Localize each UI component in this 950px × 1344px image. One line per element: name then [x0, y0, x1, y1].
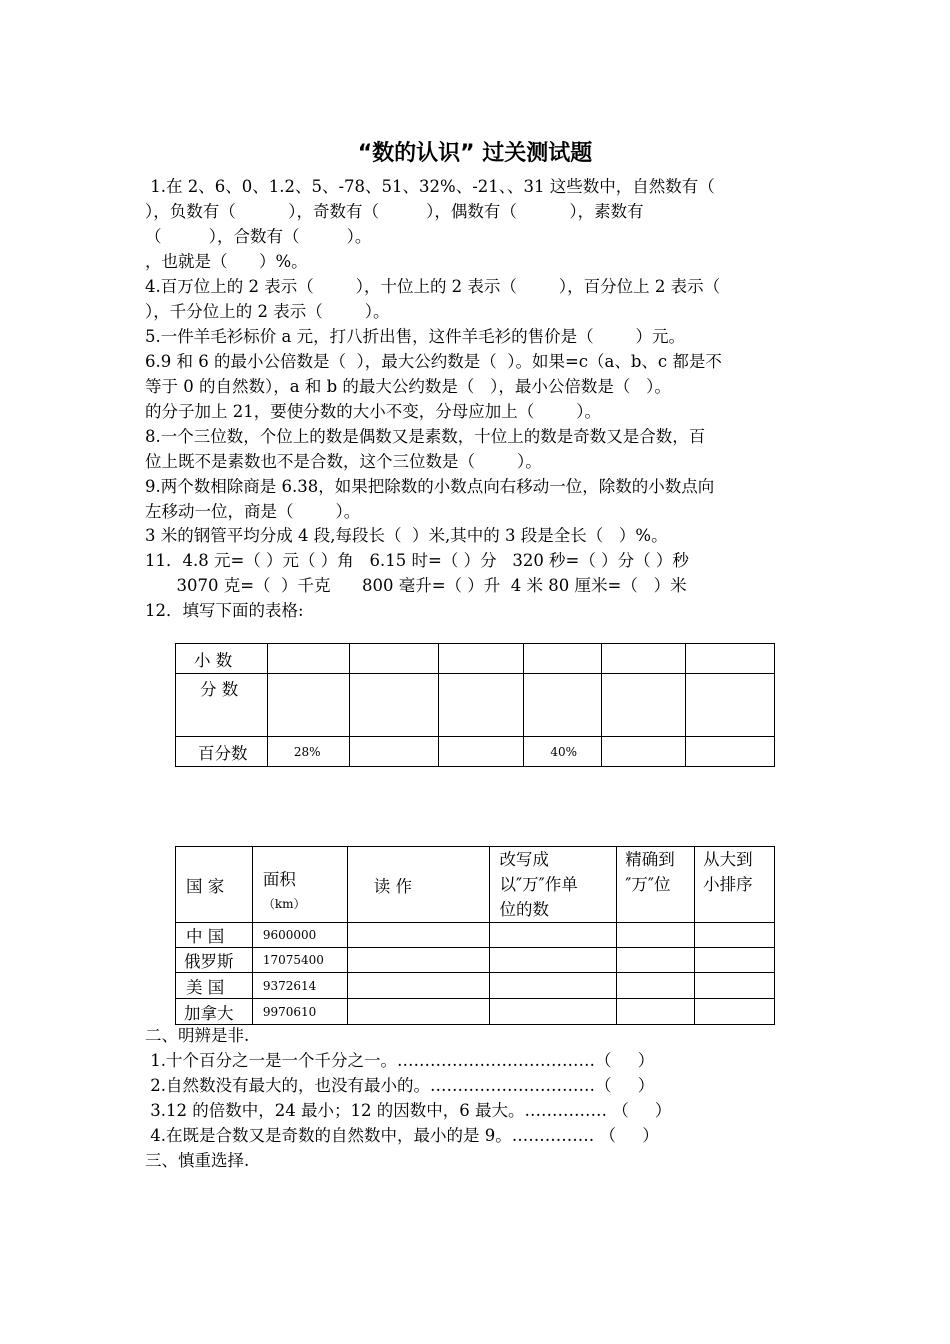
header-rewrite-line: 位的数 [499, 900, 549, 919]
answer-cell[interactable] [686, 737, 775, 767]
answer-cell[interactable] [602, 674, 686, 737]
number-forms-table [175, 643, 775, 767]
answer-cell[interactable] [438, 737, 524, 767]
area-value: 9372614 [252, 973, 347, 999]
header-country: 国 家 [176, 847, 253, 923]
question-line: 6.9 和 6 的最小公倍数是（ ），最大公约数是（ ）。如果=c（a、b、c 都是不 [145, 352, 722, 371]
header-area [252, 847, 347, 923]
question-line: ，也就是（ ）%。 [145, 252, 308, 271]
row-label: 分 数 [176, 674, 268, 737]
answer-cell[interactable]: 40% [524, 737, 602, 767]
table-row [176, 973, 775, 999]
area-value: 17075400 [252, 948, 347, 973]
answer-cell[interactable] [602, 644, 686, 674]
question-line: （ ），合数有（ ）。 [145, 227, 372, 246]
answer-cell[interactable] [524, 674, 602, 737]
answer-cell[interactable] [617, 999, 695, 1025]
answer-cell[interactable] [695, 973, 775, 999]
question-line: 1.在 2、6、0、1.2、5、-78、51、32%、-21、、31 这些数中，自然数有（ [145, 177, 715, 196]
table-row [176, 737, 775, 767]
question-line: 左移动一位，商是（ ）。 [145, 502, 361, 521]
header-area-label: 面积 [262, 869, 296, 889]
table-row [176, 674, 775, 737]
header-rewrite-line: 以″万″作单 [499, 875, 578, 894]
header-area-unit: （km） [262, 896, 306, 911]
question-line: 的分子加上 21，要使分数的大小不变，分母应加上（ ）。 [145, 402, 601, 421]
area-value: 9970610 [252, 999, 347, 1025]
answer-cell[interactable] [524, 644, 602, 674]
answer-cell[interactable] [347, 999, 489, 1025]
header-sort-line: 从大到 [703, 850, 753, 869]
table-row [176, 644, 775, 674]
true-false-item: 1.十个百分之一是一个千分之一。………………………………（ ） [145, 1051, 655, 1070]
header-sort [695, 847, 775, 923]
question-line: 等于 0 的自然数），a 和 b 的最大公约数是（ ），最小公倍数是（ ）。 [145, 377, 671, 396]
true-false-item: 4.在既是合数又是奇数的自然数中，最小的是 9。…………… （ ） [145, 1126, 659, 1145]
question-line: ），千分位上的 2 表示（ ）。 [145, 302, 390, 321]
header-sort-line: 小排序 [703, 875, 753, 894]
header-rewrite [489, 847, 617, 923]
country-name: 美 国 [176, 973, 253, 999]
table-row [176, 923, 775, 948]
answer-cell[interactable]: 28% [267, 737, 349, 767]
table-header-row [176, 847, 775, 923]
answer-cell[interactable] [617, 973, 695, 999]
header-rewrite-line: 改写成 [499, 850, 549, 869]
page-title: “数的认识” 过关测试题 [357, 141, 593, 166]
answer-cell[interactable] [489, 973, 617, 999]
answer-cell[interactable] [349, 737, 438, 767]
header-round [617, 847, 695, 923]
row-label: 百分数 [176, 737, 268, 767]
question-line: 3 米的钢管平均分成 4 段,每段长（ ）米,其中的 3 段是全长（ ）%。 [145, 526, 668, 545]
country-area-table [175, 846, 775, 1025]
answer-cell[interactable] [602, 737, 686, 767]
country-name: 加拿大 [176, 999, 253, 1025]
row-label: 小 数 [176, 644, 268, 674]
country-name: 中 国 [176, 923, 253, 948]
answer-cell[interactable] [349, 674, 438, 737]
table-row [176, 948, 775, 973]
question-line: 5.一件羊毛衫标价 a 元，打八折出售，这件羊毛衫的售价是（ ）元。 [145, 327, 686, 346]
question-line: 12．填写下面的表格: [145, 601, 304, 620]
header-round-line: ″万″位 [625, 875, 671, 894]
true-false-item: 2.自然数没有最大的，也没有最小的。…………………………（ ） [145, 1076, 655, 1095]
answer-cell[interactable] [349, 644, 438, 674]
answer-cell[interactable] [438, 644, 524, 674]
answer-cell[interactable] [617, 948, 695, 973]
true-false-item: 3.12 的倍数中，24 最小；12 的因数中，6 最大。…………… （ ） [145, 1101, 672, 1120]
question-line: 3070 克=（ ）千克 800 毫升=（ ）升 4 米 80 厘米=（ ）米 [145, 576, 687, 595]
answer-cell[interactable] [686, 674, 775, 737]
answer-cell[interactable] [489, 923, 617, 948]
question-line: 11．4.8 元=（ ）元（ ）角 6.15 时=（ ）分 320 秒=（ ）分（ ）秒 [145, 551, 689, 570]
answer-cell[interactable] [489, 999, 617, 1025]
answer-cell[interactable] [267, 674, 349, 737]
answer-cell[interactable] [686, 644, 775, 674]
answer-cell[interactable] [347, 948, 489, 973]
answer-cell[interactable] [438, 674, 524, 737]
header-read: 读 作 [347, 847, 489, 923]
section-heading: 三、慎重选择. [145, 1151, 250, 1170]
question-line: 位上既不是素数也不是合数，这个三位数是（ ）。 [145, 452, 542, 471]
section-heading: 二、明辨是非. [145, 1026, 250, 1045]
question-line: ），负数有（ ），奇数有（ ），偶数有（ ），素数有 [145, 202, 644, 221]
area-value: 9600000 [252, 923, 347, 948]
answer-cell[interactable] [347, 973, 489, 999]
answer-cell[interactable] [617, 923, 695, 948]
answer-cell[interactable] [695, 999, 775, 1025]
question-line: 9.两个数相除商是 6.38，如果把除数的小数点向右移动一位，除数的小数点向 [145, 477, 715, 496]
table-row [176, 999, 775, 1025]
answer-cell[interactable] [489, 948, 617, 973]
answer-cell[interactable] [267, 644, 349, 674]
question-line: 4.百万位上的 2 表示（ ），十位上的 2 表示（ ），百分位上 2 表示（ [145, 277, 721, 296]
answer-cell[interactable] [695, 923, 775, 948]
answer-cell[interactable] [695, 948, 775, 973]
question-line: 8.一个三位数，个位上的数是偶数又是素数，十位上的数是奇数又是合数，百 [145, 427, 706, 446]
country-name: 俄罗斯 [176, 948, 253, 973]
answer-cell[interactable] [347, 923, 489, 948]
header-round-line: 精确到 [625, 850, 675, 869]
